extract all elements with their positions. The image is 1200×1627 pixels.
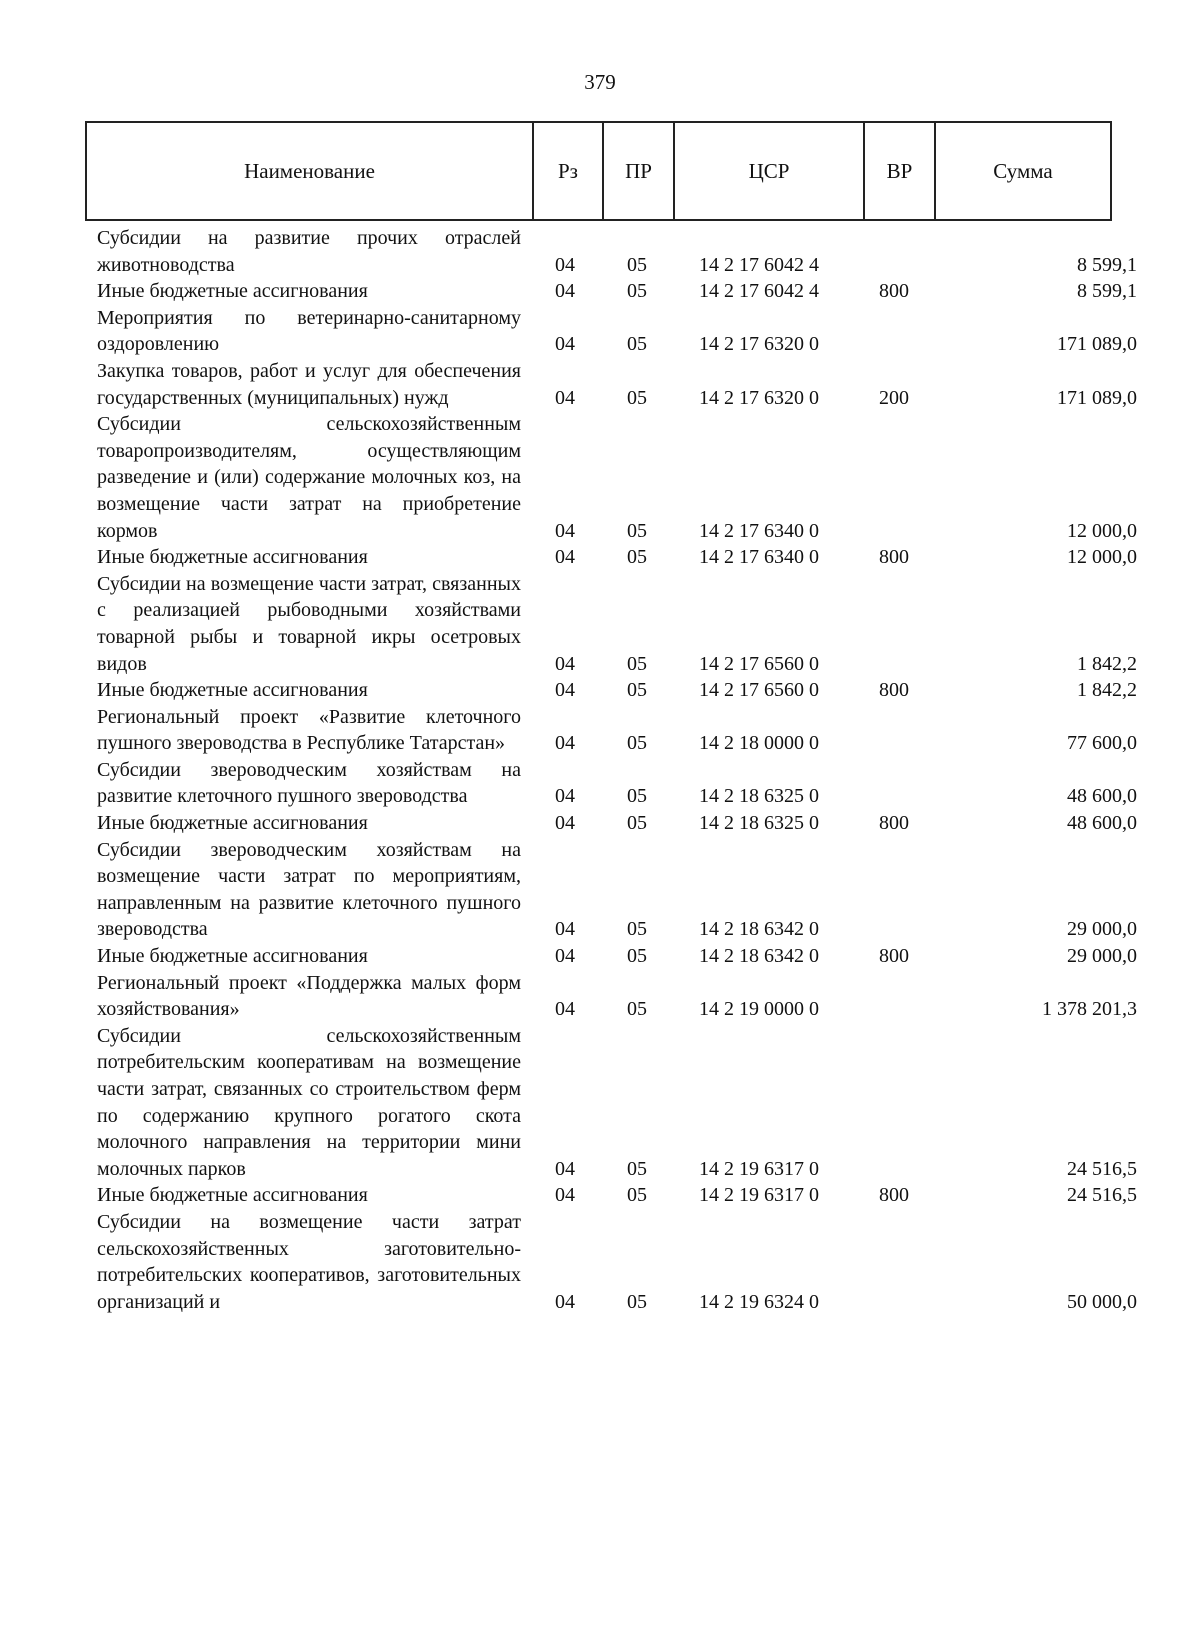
row-pr: 05 <box>627 280 647 303</box>
table-row <box>97 544 1137 571</box>
row-csr: 14 2 17 6560 0 <box>699 679 819 702</box>
row-name: Региональный проект «Поддержка малых форм хозяйствования» <box>97 971 521 1021</box>
row-name: Иные бюджетные ассигнования <box>97 679 368 702</box>
row-sum: 171 089,0 <box>1057 386 1137 409</box>
table-row <box>97 704 1137 757</box>
row-sum: 8 599,1 <box>1077 280 1137 303</box>
row-pr: 05 <box>627 785 647 808</box>
row-rz: 04 <box>555 519 575 542</box>
row-pr: 05 <box>627 333 647 356</box>
row-vr: 800 <box>879 812 909 835</box>
row-csr: 14 2 17 6320 0 <box>699 333 819 356</box>
row-rz: 04 <box>555 918 575 941</box>
row-pr: 05 <box>627 519 647 542</box>
row-name: Иные бюджетные ассигнования <box>97 280 368 303</box>
row-sum: 24 516,5 <box>1067 1157 1137 1180</box>
row-vr: 800 <box>879 1184 909 1207</box>
row-pr: 05 <box>627 1157 647 1180</box>
row-csr: 14 2 17 6042 4 <box>699 280 819 303</box>
table-row <box>97 943 1137 970</box>
row-vr: 200 <box>879 386 909 409</box>
row-pr: 05 <box>627 1184 647 1207</box>
table-row <box>97 278 1137 305</box>
row-pr: 05 <box>627 732 647 755</box>
table-row <box>97 757 1137 810</box>
row-name: Мероприятия по ветеринарно-санитарному оздоровлению <box>97 306 521 356</box>
row-name: Субсидии звероводческим хозяйствам на возмещение части затрат по мероприятиям, направленным на развитие клеточного пушного звероводства <box>97 838 521 941</box>
row-name: Закупка товаров, работ и услуг для обеспечения государственных (муниципальных) нужд <box>97 359 521 409</box>
row-rz: 04 <box>555 945 575 968</box>
row-rz: 04 <box>555 1184 575 1207</box>
row-rz: 04 <box>555 280 575 303</box>
row-csr: 14 2 19 0000 0 <box>699 998 819 1021</box>
table-row <box>97 837 1137 943</box>
row-name: Субсидии на развитие прочих отраслей животноводства <box>97 227 521 276</box>
table-row <box>97 1023 1137 1183</box>
row-sum: 1 842,2 <box>1077 652 1137 675</box>
row-csr: 14 2 18 6325 0 <box>699 785 819 808</box>
table-row <box>97 305 1137 358</box>
row-sum: 77 600,0 <box>1067 732 1137 755</box>
row-pr: 05 <box>627 386 647 409</box>
header-name: Наименование <box>87 123 534 219</box>
row-sum: 12 000,0 <box>1067 546 1137 569</box>
table-row <box>97 571 1137 677</box>
row-rz: 04 <box>555 998 575 1021</box>
row-pr: 05 <box>627 998 647 1021</box>
row-csr: 14 2 19 6317 0 <box>699 1184 819 1207</box>
row-sum: 50 000,0 <box>1067 1290 1137 1313</box>
row-pr: 05 <box>627 945 647 968</box>
row-rz: 04 <box>555 386 575 409</box>
table-header <box>85 121 1112 221</box>
row-csr: 14 2 17 6340 0 <box>699 519 819 542</box>
row-rz: 04 <box>555 1157 575 1180</box>
row-rz: 04 <box>555 732 575 755</box>
row-rz: 04 <box>555 333 575 356</box>
row-name: Субсидии сельскохозяйственным потребительским кооперативам на возмещение части затрат, связанных со строительством ферм по содержанию крупного рогатого скота молочного направления на территории мини молочных парков <box>97 1024 521 1180</box>
row-csr: 14 2 19 6317 0 <box>699 1157 819 1180</box>
row-vr: 800 <box>879 280 909 303</box>
header-rz: Рз <box>534 123 604 219</box>
row-csr: 14 2 18 6342 0 <box>699 945 819 968</box>
row-name: Иные бюджетные ассигнования <box>97 945 368 968</box>
row-name: Субсидии на возмещение части затрат, связанных с реализацией рыбоводными хозяйствами товарной рыбы и товарной икры осетровых видов <box>97 572 521 675</box>
row-rz: 04 <box>555 679 575 702</box>
table-row <box>97 970 1137 1023</box>
row-rz: 04 <box>555 1290 575 1313</box>
header-vr: ВР <box>865 123 936 219</box>
table-body <box>97 225 1137 1315</box>
row-vr: 800 <box>879 679 909 702</box>
row-sum: 1 842,2 <box>1077 679 1137 702</box>
row-sum: 48 600,0 <box>1067 785 1137 808</box>
row-sum: 171 089,0 <box>1057 333 1137 356</box>
table-row <box>97 1209 1137 1315</box>
table-row <box>97 358 1137 411</box>
table-row <box>97 810 1137 837</box>
row-name: Иные бюджетные ассигнования <box>97 1184 368 1207</box>
header-csr: ЦСР <box>675 123 865 219</box>
row-csr: 14 2 19 6324 0 <box>699 1290 819 1313</box>
row-csr: 14 2 17 6560 0 <box>699 652 819 675</box>
row-sum: 48 600,0 <box>1067 812 1137 835</box>
row-sum: 29 000,0 <box>1067 945 1137 968</box>
row-pr: 05 <box>627 679 647 702</box>
row-vr: 800 <box>879 945 909 968</box>
header-pr: ПР <box>604 123 675 219</box>
row-sum: 8 599,1 <box>1077 253 1137 276</box>
row-rz: 04 <box>555 253 575 276</box>
page-number: 379 <box>584 70 616 94</box>
row-name: Субсидии звероводческим хозяйствам на развитие клеточного пушного звероводства <box>97 758 521 808</box>
row-name: Иные бюджетные ассигнования <box>97 546 368 569</box>
row-csr: 14 2 18 6342 0 <box>699 918 819 941</box>
table-row <box>97 411 1137 544</box>
row-pr: 05 <box>627 918 647 941</box>
row-name: Субсидии на возмещение части затрат сельскохозяйственных заготовительно-потребительских кооперативов, заготовительных организаций и <box>97 1210 521 1313</box>
row-rz: 04 <box>555 652 575 675</box>
row-pr: 05 <box>627 652 647 675</box>
row-name: Субсидии сельскохозяйственным товаропроизводителям, осуществляющим разведение и (или) содержание молочных коз, на возмещение части затрат на приобретение кормов <box>97 413 521 542</box>
row-csr: 14 2 17 6340 0 <box>699 546 819 569</box>
row-rz: 04 <box>555 812 575 835</box>
row-sum: 24 516,5 <box>1067 1184 1137 1207</box>
row-name: Региональный проект «Развитие клеточного пушного звероводства в Республике Татарстан» <box>97 705 521 755</box>
row-csr: 14 2 18 6325 0 <box>699 812 819 835</box>
row-csr: 14 2 17 6042 4 <box>699 253 819 276</box>
table-row <box>97 677 1137 704</box>
row-sum: 12 000,0 <box>1067 519 1137 542</box>
row-csr: 14 2 17 6320 0 <box>699 386 819 409</box>
row-sum: 29 000,0 <box>1067 918 1137 941</box>
row-pr: 05 <box>627 546 647 569</box>
header-sum: Сумма <box>993 158 1053 183</box>
row-pr: 05 <box>627 253 647 276</box>
row-pr: 05 <box>627 812 647 835</box>
row-rz: 04 <box>555 546 575 569</box>
table-row <box>97 225 1137 278</box>
row-csr: 14 2 18 0000 0 <box>699 732 819 755</box>
row-name: Иные бюджетные ассигнования <box>97 812 368 835</box>
row-sum: 1 378 201,3 <box>1042 998 1137 1021</box>
row-pr: 05 <box>627 1290 647 1313</box>
row-vr: 800 <box>879 546 909 569</box>
table-row <box>97 1182 1137 1209</box>
row-rz: 04 <box>555 785 575 808</box>
